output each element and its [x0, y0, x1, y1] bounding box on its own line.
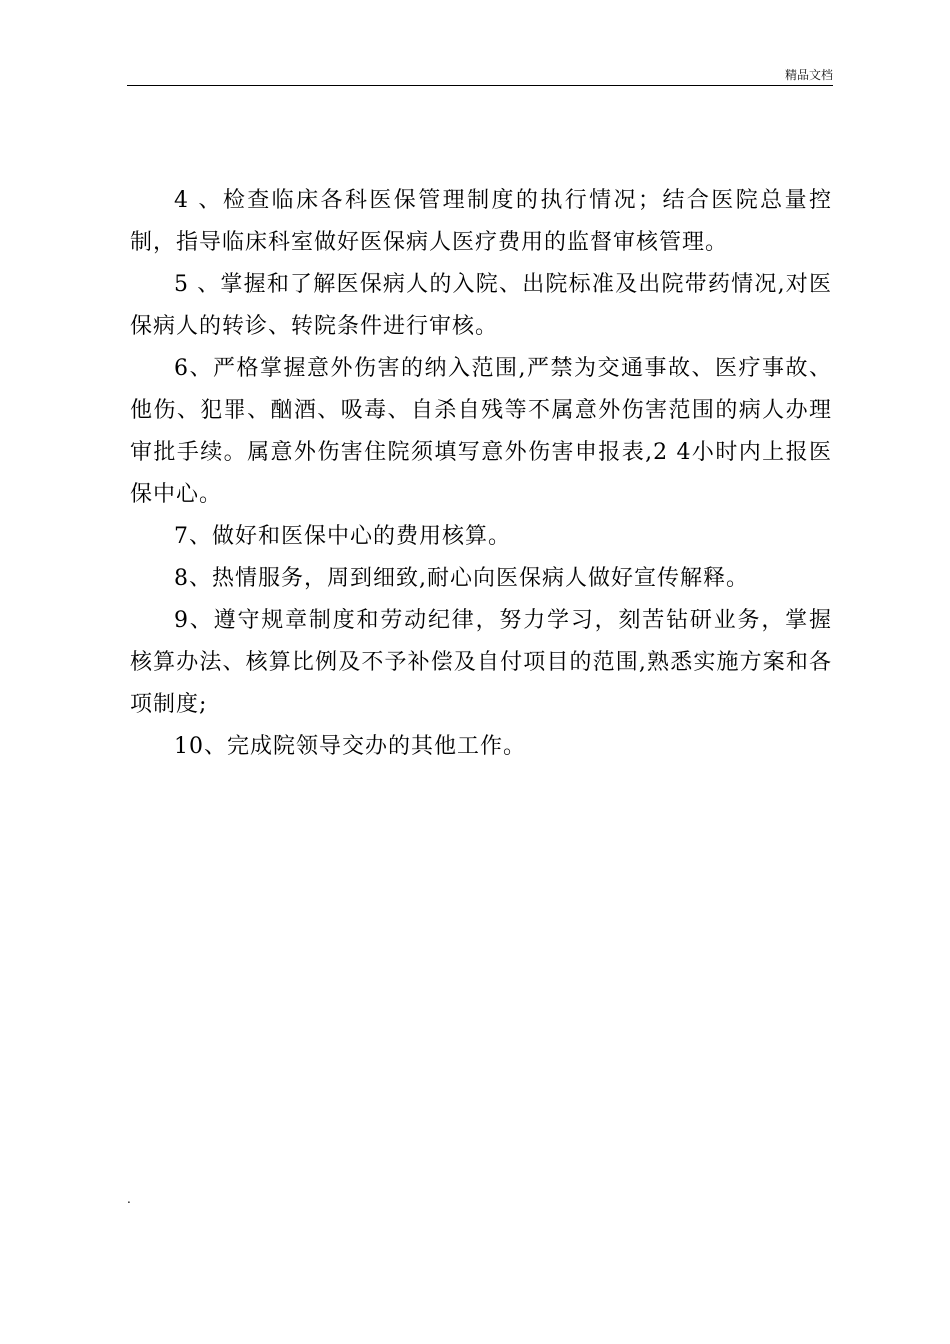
paragraph-4: 4 、检查临床各科医保管理制度的执行情况；结合医院总量控制，指导临床科室做好医保病人医疗费用的监督审核管理。 — [130, 188, 832, 255]
footer-mark: . — [127, 1192, 131, 1206]
paragraph-5: 5 、掌握和了解医保病人的入院、出院标准及出院带药情况,对医保病人的转诊、转院条件进行审核。 — [130, 272, 832, 339]
body-text — [130, 180, 832, 768]
paragraph-8: 8、热情服务，周到细致,耐心向医保病人做好宣传解释。 — [174, 566, 749, 591]
header-label: 精品文档 — [784, 68, 833, 82]
paragraph-6: 6、严格掌握意外伤害的纳入范围,严禁为交通事故、医疗事故、他伤、犯罪、酗酒、吸毒、自杀自残等不属意外伤害范围的病人办理审批手续。属意外伤害住院须填写意外伤害申报表,2 4小时内上报医保中心。 — [130, 356, 832, 507]
paragraph-10: 10、完成院领导交办的其他工作。 — [174, 734, 526, 759]
header-rule — [127, 85, 833, 86]
paragraph-9: 9、遵守规章制度和劳动纪律，努力学习，刻苦钻研业务，掌握核算办法、核算比例及不予补偿及自付项目的范围,熟悉实施方案和各项制度; — [130, 608, 832, 717]
paragraph-7: 7、做好和医保中心的费用核算。 — [174, 524, 511, 549]
